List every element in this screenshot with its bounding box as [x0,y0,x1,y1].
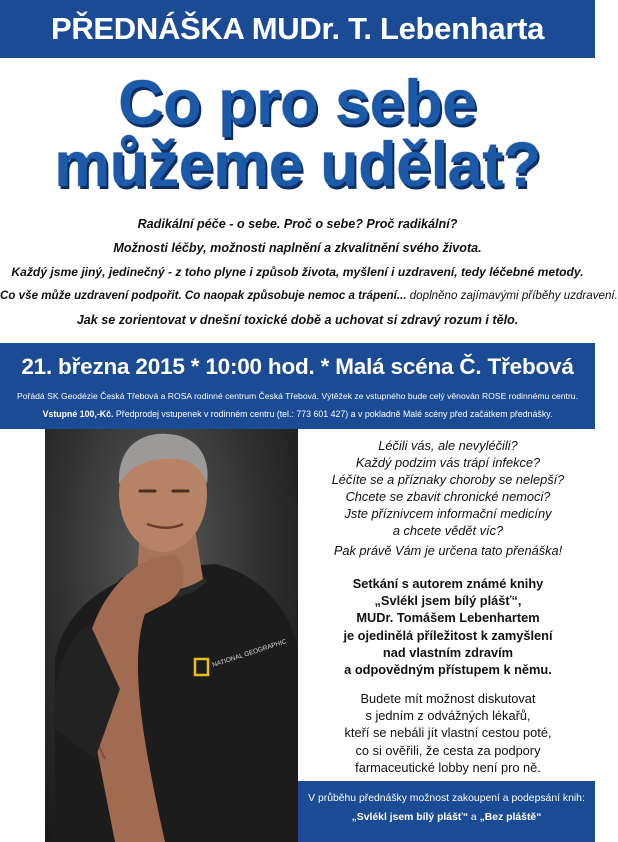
intro-text [0,212,618,332]
discussion-line-3: kteří se nebáli jít vlastní cestou poté, [344,725,552,741]
header-banner [0,0,595,58]
books-conjunction: a [468,812,480,823]
question-6: a chcete vědět víc? [392,523,504,538]
meeting-line-4: je ojedinělá příležitost k zamyšlení [343,627,553,643]
target-audience-line: Pak právě Vám je určena tato přenáška! [333,543,563,558]
meeting-block [303,575,593,678]
question-3: Léčíte se a příznaky choroby se nelepší? [331,472,565,487]
books-intro: V průběhu přednášky možnost zakoupení a podepsání knih: [308,793,585,804]
event-organizer: Pořádá SK Geodézie Česká Třebová a ROSA rodinné centrum Česká Třebová. Výtěžek ze vstupného bude celý věnován ROSE rodinnému centru. [17,391,578,401]
discussion-line-5: farmaceutické lobby není pro ně. [355,759,541,775]
meeting-line-1: Setkání s autorem známé knihy [352,576,544,591]
presale-info: Předprodej vstupenek v rodinném centru (tel.: 773 601 427) a v pokladně Malé scény před začátkem přednášky. [113,409,553,419]
headline-line-1: Co pro sebe [118,68,477,138]
intro-line-4-extra: doplněno zajímavými příběhy uzdravení. [406,289,618,302]
discussion-line-1: Budete mít možnost diskutovat [360,691,536,706]
book-title-2: „Bez pláště“ [479,812,542,823]
meeting-line-3: MUDr. Tomášem Lebenhartem [356,610,540,626]
event-banner [0,343,595,429]
books-titles [298,812,595,823]
headline-line-2: můžeme udělat? [54,130,541,200]
discussion-line-2: s jedním z odvážných lékařů, [365,708,531,724]
intro-line-2: Možnosti léčby, možnosti naplnění a zkvalitnění svého života. [113,241,482,255]
header-title: PŘEDNÁŠKA MUDr. T. Lebenharta [50,11,545,46]
intro-line-1: Radikální péče - o sebe. Proč o sebe? Proč radikální? [137,217,458,231]
question-1: Léčili vás, ale nevyléčili? [378,438,518,453]
intro-line-5: Jak se zorientovat v dnešní toxické době a uchovat si zdravý rozum i tělo. [76,313,519,327]
question-5: Jste příznivcem informační medicíny [344,506,552,521]
main-headline [0,68,595,200]
book-title-1: „Svlékl jsem bílý plášť“ [351,812,469,823]
question-4: Chcete se zbavit chronické nemoci? [345,489,551,504]
meeting-line-5: nad vlastním zdravím [382,644,514,660]
intro-line-3: Každý jsme jiný, jedinečný - z toho plyne i způsob života, myšlení i uzdravení, tedy léčebné metody. [11,265,584,279]
discussion-line-4: co si ověřili, že cesta za podpory [355,742,541,758]
intro-line-4 [0,284,618,308]
event-price [0,408,595,421]
questions-block [303,437,593,539]
speaker-portrait [45,429,298,842]
meeting-line-2: „Svlékl jsem bílý plášť“, [374,593,522,609]
shirt-logo-text: NATIONAL GEOGRAPHIC [211,638,288,669]
discussion-block [303,690,593,776]
question-2: Každý podzim vás trápí infekce? [355,455,541,470]
event-date: 21. března 2015 * 10:00 hod. * Malá scéna Č. Třebová [21,354,574,379]
books-banner [298,781,595,842]
intro-line-4-main: Co vše může uzdravení podpořit. Co naopak způsobuje nemoc a trápení... [0,289,407,302]
meeting-line-6: a odpovědným přístupem k němu. [344,662,552,678]
price-label: Vstupné 100,-Kč. [42,409,114,419]
speaker-photo [45,429,298,842]
